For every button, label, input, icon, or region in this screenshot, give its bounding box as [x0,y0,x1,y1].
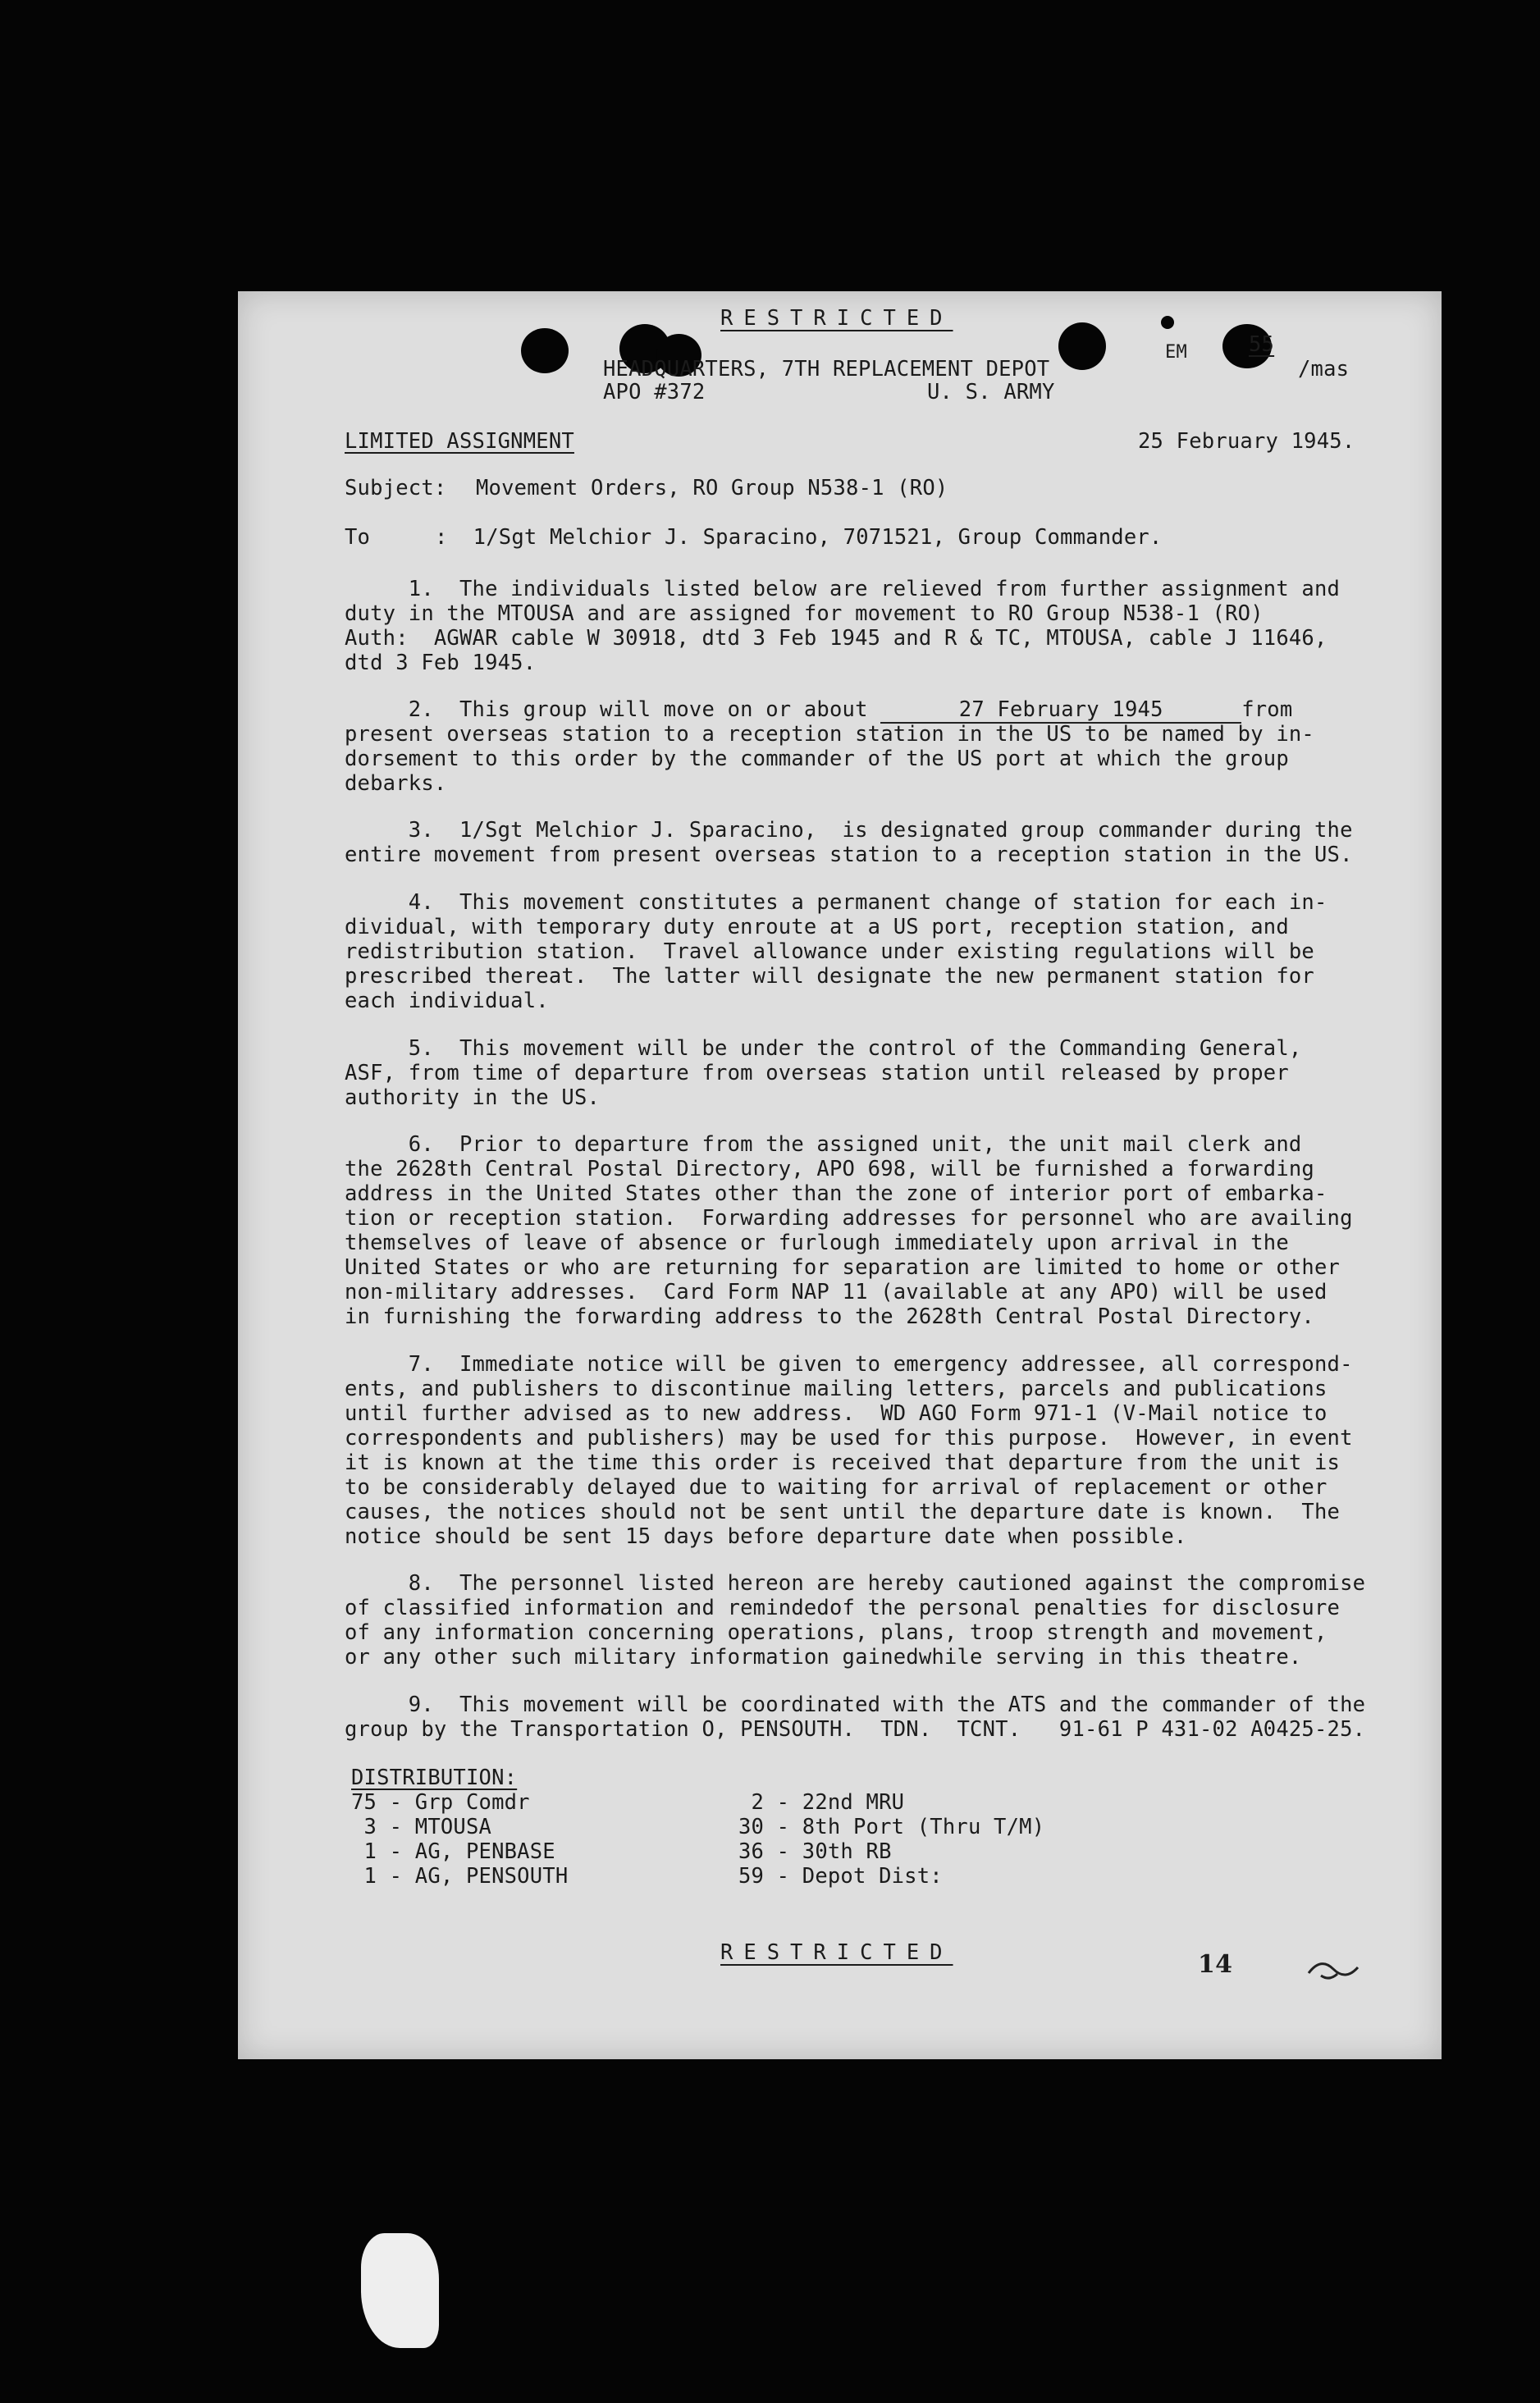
distribution-entry: 59 - Depot Dist: [738,1864,943,1889]
subject-label: Subject: [345,476,447,500]
body-line: address in the United States other than the zone of interior port of embarka- [345,1181,1328,1206]
order-title: LIMITED ASSIGNMENT [345,429,574,454]
body-line: 3. 1/Sgt Melchior J. Sparacino, is designated group commander during the [345,818,1353,843]
distribution-label: DISTRIBUTION: [351,1766,518,1790]
body-line: authority in the US. [345,1085,601,1110]
body-line: United States or who are returning for separation are limited to home or other [345,1255,1341,1280]
army-line: U. S. ARMY [927,380,1055,404]
handwritten-mark [1305,1953,1362,1985]
body-line: 8. The personnel listed hereon are hereby cautioned against the compromise [345,1571,1366,1596]
punch-hole [1058,322,1106,370]
unit-line: HEADQUARTERS, 7TH REPLACEMENT DEPOT [603,357,1050,381]
distribution-entry: 75 - Grp Comdr [351,1790,530,1815]
body-line: in furnishing the forwarding address to the 2628th Central Postal Directory. [345,1304,1314,1329]
reference-suffix: /mas [1298,357,1350,381]
body-line: present overseas station to a reception station in the US to be named by in- [345,722,1314,747]
departure-date-fill: 27 February 1945 [880,697,1241,724]
body-line: Auth: AGWAR cable W 30918, dtd 3 Feb 1945 and R & TC, MTOUSA, cable J 11646, [345,626,1328,651]
body-line: 9. This movement will be coordinated with the ATS and the commander of the [345,1693,1366,1717]
body-line: or any other such military information gainedwhile serving in this theatre. [345,1645,1302,1670]
distribution-entry: 36 - 30th RB [738,1839,892,1864]
body-line: it is known at the time this order is received that departure from the unit is [345,1450,1341,1475]
body-line: causes, the notices should not be sent until the departure date is known. The [345,1500,1341,1524]
body-line: ents, and publishers to discontinue mailing letters, parcels and publications [345,1377,1328,1401]
body-line: 5. This movement will be under the control of the Commanding General, [345,1036,1302,1061]
body-line: 7. Immediate notice will be given to emergency addressee, all correspond- [345,1352,1353,1377]
body-line: 1. The individuals listed below are relieved from further assignment and [345,577,1341,601]
distribution-entry: 1 - AG, PENSOUTH [351,1864,569,1889]
to-value: : 1/Sgt Melchior J. Sparacino, 7071521, Group Commander. [435,525,1163,550]
body-line: the 2628th Central Postal Directory, APO 698, will be furnished a forwarding [345,1157,1314,1181]
body-line: redistribution station. Travel allowance under existing regulations will be [345,939,1314,964]
punch-hole [1161,316,1174,329]
body-line: debarks. [345,771,447,796]
reference-number: 55 [1249,332,1275,357]
punch-hole [521,328,569,373]
paper-fragment [361,2233,439,2348]
body-line: dorsement to this order by the commander of the US port at which the group [345,747,1289,771]
body-line: 4. This movement constitutes a permanent change of station for each in- [345,890,1328,915]
body-line: entire movement from present overseas station to a reception station in the US. [345,843,1353,867]
body-line: until further advised as to new address. WD AGO Form 971-1 (V-Mail notice to [345,1401,1328,1426]
body-line: each individual. [345,989,549,1013]
page-number: 14 [1198,1950,1233,1979]
body-line: duty in the MTOUSA and are assigned for movement to RO Group N538-1 (RO) [345,601,1264,626]
body-line: of classified information and remindedof the personal penalties for disclosure [345,1596,1341,1620]
subject-value: Movement Orders, RO Group N538-1 (RO) [476,476,948,500]
body-line: dtd 3 Feb 1945. [345,651,537,675]
body-line: of any information concerning operations, plans, troop strength and movement, [345,1620,1328,1645]
body-line: tion or reception station. Forwarding addresses for personnel who are availing [345,1206,1353,1231]
paragraph-2-lead: 2. This group will move on or about [345,697,881,722]
classification-footer: RESTRICTED [720,1940,953,1965]
body-line: ASF, from time of departure from overseas station until released by proper [345,1061,1289,1085]
body-line: 6. Prior to departure from the assigned unit, the unit mail clerk and [345,1132,1302,1157]
order-date: 25 February 1945. [1138,429,1355,454]
body-line: correspondents and publishers) may be used for this purpose. However, in event [345,1426,1353,1450]
classification-header: RESTRICTED [720,306,953,331]
body-line [345,697,1292,724]
body-line: themselves of leave of absence or furlough immediately upon arrival in the [345,1231,1289,1255]
distribution-entry: 3 - MTOUSA [351,1815,492,1839]
paragraph-2-tail: from [1241,697,1293,722]
body-line: prescribed thereat. The latter will designate the new permanent station for [345,964,1314,989]
distribution-entry: 2 - 22nd MRU [738,1790,905,1815]
reference-prefix: EM [1165,342,1187,363]
distribution-entry: 30 - 8th Port (Thru T/M) [738,1815,1045,1839]
apo-line: APO #372 [603,380,706,404]
body-line: non-military addresses. Card Form NAP 11 (available at any APO) will be used [345,1280,1328,1304]
to-label: To [345,525,371,550]
body-line: notice should be sent 15 days before departure date when possible. [345,1524,1187,1549]
body-line: to be considerably delayed due to waiting for arrival of replacement or other [345,1475,1328,1500]
body-line: dividual, with temporary duty enroute at a US port, reception station, and [345,915,1289,939]
document-page [238,291,1442,2059]
distribution-entry: 1 - AG, PENBASE [351,1839,555,1864]
body-line: group by the Transportation O, PENSOUTH. TDN. TCNT. 91-61 P 431-02 A0425-25. [345,1717,1366,1742]
